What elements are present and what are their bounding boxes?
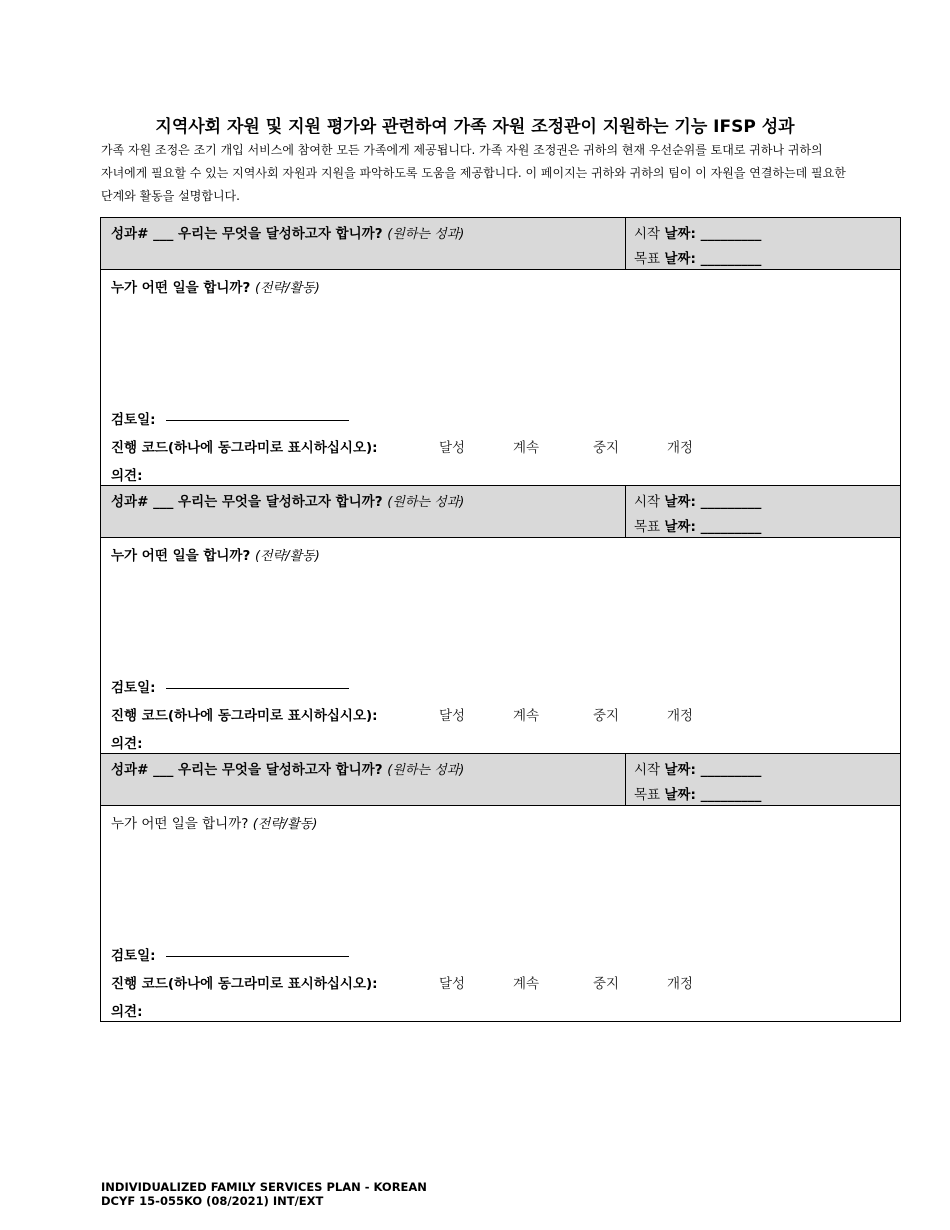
intro-line: 단계와 활동을 설명합니다. xyxy=(101,189,240,203)
review-label: 검토일: xyxy=(111,680,156,696)
target-label: 목표 xyxy=(634,519,661,535)
outcome-body[interactable] xyxy=(101,806,900,1021)
progress-option[interactable]: 계속 xyxy=(513,976,540,992)
who-label: 누가 어떤 일을 합니까? xyxy=(111,816,249,832)
start-label: 시작 xyxy=(634,494,661,510)
start-date: 날짜: _________ xyxy=(664,226,762,242)
outcome-header xyxy=(101,486,900,538)
who-does-what xyxy=(111,276,320,296)
who-label: 누가 어떤 일을 합니까? xyxy=(111,280,251,296)
progress-option[interactable]: 계속 xyxy=(513,708,540,724)
who-hint: (전략/활동) xyxy=(255,281,320,296)
dates xyxy=(626,486,900,537)
outcome-section xyxy=(101,218,900,486)
progress-option[interactable]: 중지 xyxy=(593,440,620,456)
comment-label: 의견: xyxy=(111,736,143,752)
target-date: 날짜: _________ xyxy=(664,251,762,267)
dates xyxy=(626,754,900,805)
start-date-field[interactable] xyxy=(634,222,900,247)
intro-line: 자녀에게 필요할 수 있는 지역사회 자원과 지원을 파악하도록 도움을 제공합니다. 이 페이지는 귀하와 귀하의 팀이 이 자원을 연결하는데 필요한 xyxy=(101,166,846,180)
who-does-what xyxy=(111,544,320,564)
page-title: 지역사회 자원 및 지원 평가와 관련하여 가족 자원 조정관이 지원하는 기능 IFSP 성과 xyxy=(155,117,795,137)
footer-line: DCYF 15-055KO (08/2021) INT/EXT xyxy=(101,1194,324,1208)
outcome-body[interactable] xyxy=(101,538,900,754)
outcomes-table xyxy=(100,217,901,1022)
review-label: 검토일: xyxy=(111,412,156,428)
review-line xyxy=(166,419,349,421)
start-date: 날짜: _________ xyxy=(664,762,762,778)
progress-option[interactable]: 개정 xyxy=(667,708,694,724)
review-label: 검토일: xyxy=(111,948,156,964)
outcome-label: 성과# ___ 우리는 무엇을 달성하고자 합니까? xyxy=(111,762,383,778)
start-label: 시작 xyxy=(634,762,661,778)
progress-option[interactable]: 개정 xyxy=(667,440,694,456)
target-date-field[interactable] xyxy=(634,247,900,272)
review-date-field[interactable] xyxy=(111,676,349,696)
target-label: 목표 xyxy=(634,787,661,803)
start-date: 날짜: _________ xyxy=(664,494,762,510)
outcome-label: 성과# ___ 우리는 무엇을 달성하고자 합니까? xyxy=(111,494,383,510)
footer-line: INDIVIDUALIZED FAMILY SERVICES PLAN - KOREAN xyxy=(101,1180,427,1194)
outcome-question[interactable] xyxy=(101,218,626,269)
who-hint: (전략/활동) xyxy=(255,549,320,564)
target-label: 목표 xyxy=(634,251,661,267)
outcome-hint: (원하는 성과) xyxy=(387,227,465,242)
progress-option[interactable]: 달성 xyxy=(439,440,466,456)
progress-code-label: 진행 코드(하나에 동그라미로 표시하십시오): xyxy=(111,976,378,992)
outcome-header xyxy=(101,754,900,806)
who-hint: (전략/활동) xyxy=(252,817,318,832)
progress-option[interactable]: 계속 xyxy=(513,440,540,456)
outcome-body[interactable] xyxy=(101,270,900,486)
start-date-field[interactable] xyxy=(634,490,900,515)
who-does-what xyxy=(111,812,317,832)
intro-line: 가족 자원 조정은 조기 개입 서비스에 참여한 모든 가족에게 제공됩니다. 가족 자원 조정권은 귀하의 현재 우선순위를 토대로 귀하나 귀하의 xyxy=(101,143,823,157)
comment-label: 의견: xyxy=(111,468,143,484)
review-line xyxy=(166,687,349,689)
progress-code-label: 진행 코드(하나에 동그라미로 표시하십시오): xyxy=(111,440,378,456)
target-date-field[interactable] xyxy=(634,783,900,808)
outcome-hint: (원하는 성과) xyxy=(387,763,465,778)
target-date: 날짜: _________ xyxy=(664,519,762,535)
who-label: 누가 어떤 일을 합니까? xyxy=(111,548,251,564)
outcome-header xyxy=(101,218,900,270)
start-label: 시작 xyxy=(634,226,661,242)
dates xyxy=(626,218,900,269)
progress-code-label: 진행 코드(하나에 동그라미로 표시하십시오): xyxy=(111,708,378,724)
review-date-field[interactable] xyxy=(111,944,349,964)
start-date-field[interactable] xyxy=(634,758,900,783)
outcome-question[interactable] xyxy=(101,754,626,805)
target-date-field[interactable] xyxy=(634,515,900,540)
progress-option[interactable]: 달성 xyxy=(439,708,466,724)
outcome-section xyxy=(101,754,900,1021)
progress-option[interactable]: 달성 xyxy=(439,976,466,992)
comment-label: 의견: xyxy=(111,1004,143,1020)
outcome-question[interactable] xyxy=(101,486,626,537)
review-line xyxy=(166,955,349,957)
footer xyxy=(101,1180,427,1208)
progress-option[interactable]: 중지 xyxy=(593,708,620,724)
review-date-field[interactable] xyxy=(111,408,349,428)
intro-text xyxy=(101,139,901,208)
progress-option[interactable]: 개정 xyxy=(667,976,694,992)
outcome-label: 성과# ___ 우리는 무엇을 달성하고자 합니까? xyxy=(111,226,383,242)
outcome-hint: (원하는 성과) xyxy=(387,495,465,510)
progress-option[interactable]: 중지 xyxy=(593,976,620,992)
outcome-section xyxy=(101,486,900,754)
target-date: 날짜: _________ xyxy=(664,787,762,803)
